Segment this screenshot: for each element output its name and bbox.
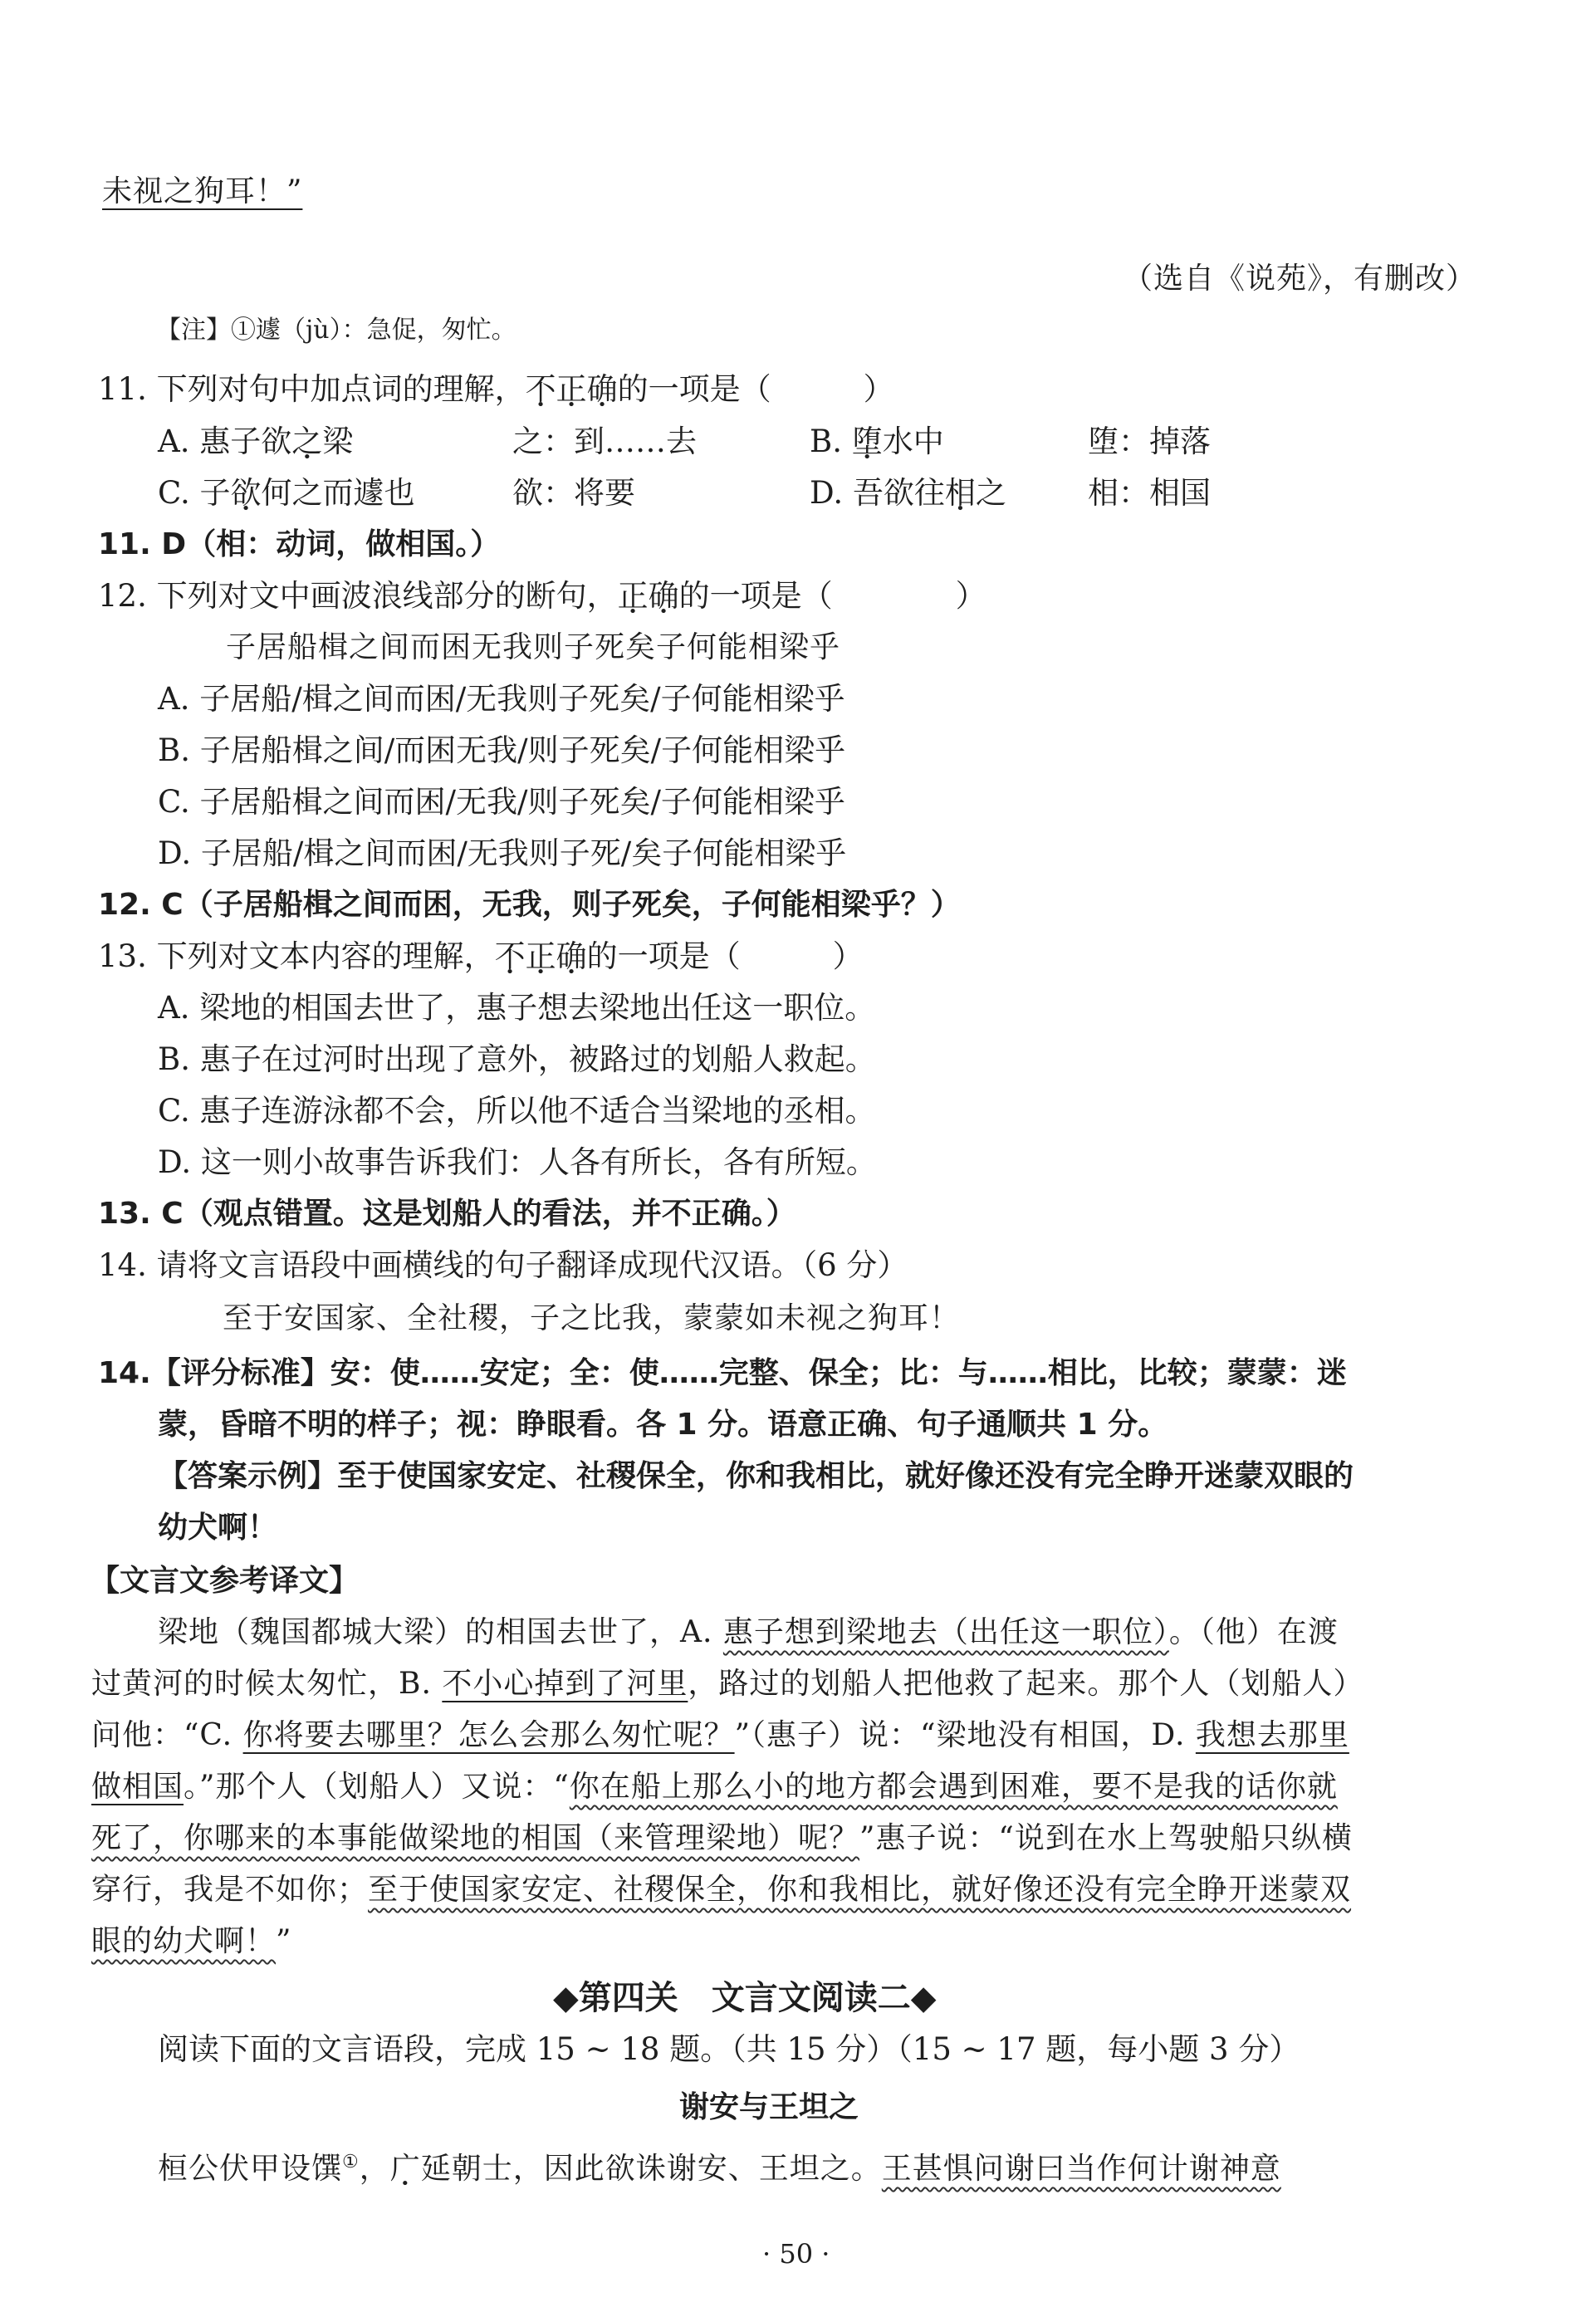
q11-stem: 11. 下列对句中加点词的理解，不正确的一项是（ ）	[98, 371, 894, 407]
annotation-note: 【注】①遽（jù）：急促，匆忙。	[156, 316, 516, 345]
passage-title: 谢安与王坦之	[679, 2090, 859, 2124]
source-citation: （选自《说苑》，有删改）	[1123, 262, 1477, 296]
q13-answer: 13. C（观点错置。这是划船人的看法，并不正确。）	[98, 1197, 796, 1231]
q12-stem: 12. 下列对文中画波浪线部分的断句，正确的一项是（ ）	[98, 578, 986, 614]
translation-line5: 死了，你哪来的本事能做梁地的相国（来管理梁地）呢？”惠子说：“说到在水上驾驶船只纵横	[91, 1821, 1353, 1855]
q12-option-a: A. 子居船/楫之间而困/无我则子死矣/子何能相梁乎	[158, 681, 845, 717]
q13-option-c: C. 惠子连游泳都不会，所以他不适合当梁地的丞相。	[158, 1093, 876, 1129]
section-title: ◆第四关 文言文阅读二◆	[553, 1979, 937, 2017]
q12-option-c: C. 子居船楫之间而困/无我/则子死矣/子何能相梁乎	[158, 784, 845, 820]
q14-quote: 至于安国家、全社稷，子之比我，蒙蒙如未视之狗耳！	[223, 1301, 961, 1335]
q14-stem: 14. 请将文言语段中画横线的句子翻译成现代汉语。（6 分）	[98, 1247, 908, 1283]
q13-option-b: B. 惠子在过河时出现了意外，被路过的划船人救起。	[158, 1041, 876, 1077]
passage-end: 未视之狗耳！”	[102, 174, 303, 208]
translation-line4: 做相国。”那个人（划船人）又说：“你在船上那么小的地方都会遇到困难，要不是我的话你就	[91, 1770, 1338, 1804]
q12-option-d: D. 子居船/楫之间而困/无我则子死/矣子何能相梁乎	[158, 835, 847, 871]
q14-answer-line4: 幼犬啊！	[158, 1511, 278, 1545]
q11-option-c: C. 子欲何之而遽也	[158, 475, 415, 511]
footnote-marker: ①	[342, 2152, 360, 2172]
q11-option-b: B. 堕水中	[810, 424, 944, 459]
q11-option-a: A. 惠子欲之梁	[158, 424, 354, 459]
q11-option-d: D. 吾欲往相之	[810, 475, 1006, 511]
q13-option-d: D. 这一则小故事告诉我们：人各有所长，各有所短。	[158, 1144, 877, 1180]
q13-stem: 13. 下列对文本内容的理解，不正确的一项是（ ）	[98, 938, 864, 974]
translation-line2: 过黄河的时候太匆忙，B. 不小心掉到了河里，路过的划船人把他救了起来。那个人（划船人）	[91, 1667, 1364, 1701]
passage-line1: 桓公伏甲设馔①，广延朝士，因此欲诛谢安、王坦之。王甚惧问谢曰当作何计谢神意	[158, 2152, 1281, 2186]
q14-answer-line1: 14.【评分标准】安：使……安定；全：使……完整、保全；比：与……相比，比较；蒙蒙：迷	[98, 1356, 1347, 1390]
translation-line3: 问他：“C. 你将要去哪里？怎么会那么匆忙呢？”（惠子）说：“梁地没有相国，D. 我想去那里	[91, 1718, 1349, 1752]
q13-option-a: A. 梁地的相国去世了，惠子想去梁地出任这一职位。	[158, 990, 876, 1026]
translation-title: 【文言文参考译文】	[90, 1564, 360, 1598]
translation-line7: 眼的幼犬啊！”	[91, 1924, 292, 1958]
translation-line1: 梁地（魏国都城大梁）的相国去世了，A. 惠子想到梁地去（出任这一职位）。（他）在渡	[158, 1615, 1339, 1649]
q12-option-b: B. 子居船楫之间/而困无我/则子死矣/子何能相梁乎	[158, 732, 846, 768]
page-number: · 50 ·	[762, 2238, 830, 2270]
section-instruction: 阅读下面的文言语段，完成 15 ~ 18 题。（共 15 分）（15 ~ 17 题，每小题 3 分）	[158, 2031, 1300, 2067]
q11-option-b-gloss: 堕：掉落	[1088, 424, 1211, 459]
translation-line6: 穿行，我是不如你；至于使国家安定、社稷保全，你和我相比，就好像还没有完全睁开迷蒙双	[91, 1873, 1352, 1907]
q11-option-c-gloss: 欲：将要	[512, 475, 635, 511]
q11-option-d-gloss: 相：相国	[1088, 475, 1211, 511]
q12-answer: 12. C（子居船楫之间而困，无我，则子死矣，子何能相梁乎？）	[98, 888, 961, 922]
q14-answer-line2: 蒙，昏暗不明的样子；视：睁眼看。各 1 分。语意正确、句子通顺共 1 分。	[158, 1408, 1168, 1442]
q12-quote: 子居船楫之间而困无我则子死矣子何能相梁乎	[226, 630, 841, 664]
q11-option-a-gloss: 之：到……去	[512, 424, 697, 459]
q11-answer: 11. D（相：动词，做相国。）	[98, 527, 501, 561]
q14-answer-line3: 【答案示例】至于使国家安定、社稷保全，你和我相比，就好像还没有完全睁开迷蒙双眼的	[158, 1459, 1354, 1493]
